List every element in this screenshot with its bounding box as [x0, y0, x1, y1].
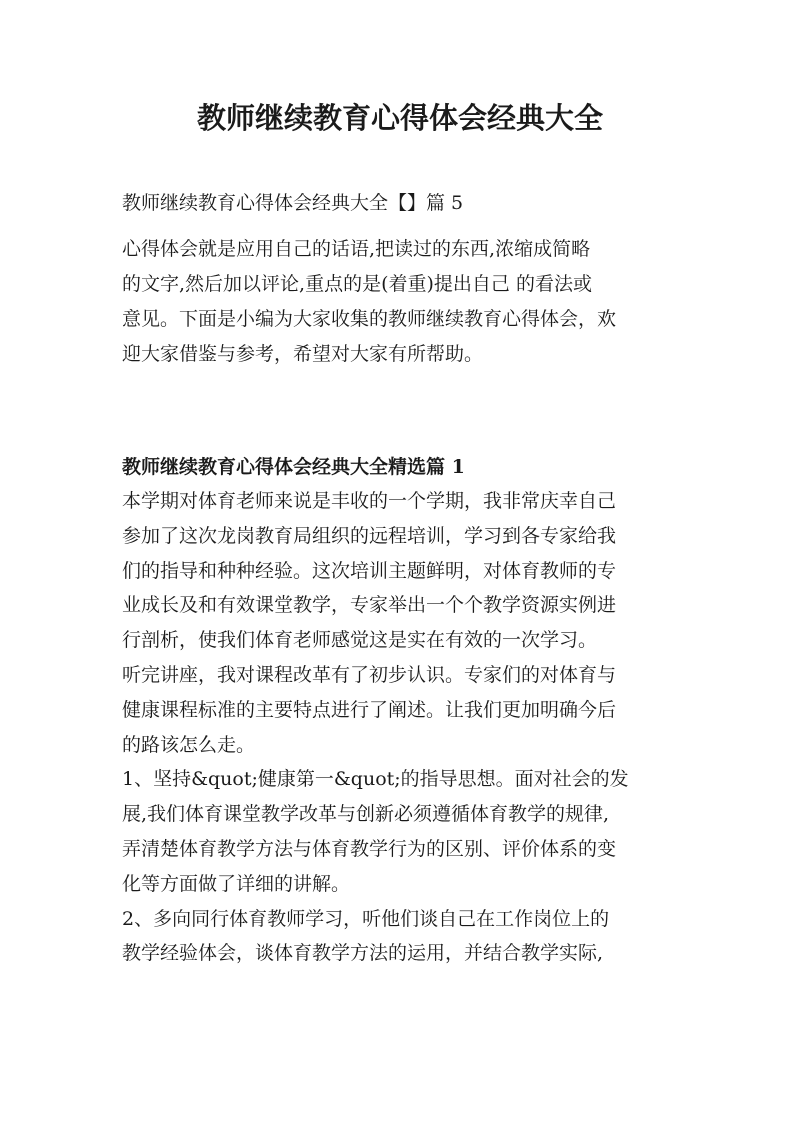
main-body [122, 484, 692, 971]
body-line: 展,我们体育课堂教学改革与创新必须遵循体育教学的规律, [122, 803, 610, 826]
document-title: 教师继续教育心得体会经典大全 [196, 101, 603, 135]
body-line: 健康课程标准的主要特点进行了阐述。让我们更加明确今后 [122, 698, 617, 721]
body-line: 教学经验体会，谈体育教学方法的运用，并结合教学实际, [122, 942, 604, 965]
intro-line: 意见。下面是小编为大家收集的教师继续教育心得体会，欢 [122, 308, 617, 330]
intro-line: 迎大家借鉴与参考，希望对大家有所帮助。 [122, 343, 484, 365]
body-line: 2、多向同行体育教师学习，听他们谈自己在工作岗位上的 [122, 907, 610, 930]
body-line: 参加了这次龙岗教育局组织的远程培训，学习到各专家给我 [122, 524, 617, 547]
body-line: 弄清楚体育教学方法与体育教学行为的区别、评价体系的变 [122, 837, 617, 860]
body-line: 业成长及和有效课堂教学，专家举出一个个教学资源实例进 [122, 594, 617, 617]
section-heading: 教师继续教育心得体会经典大全精选篇 1 [122, 456, 465, 478]
body-line: 1、坚持&quot;健康第一&quot;的指导思想。面对社会的发 [122, 768, 629, 791]
intro-paragraph [122, 232, 692, 372]
body-line: 化等方面做了详细的讲解。 [122, 872, 351, 895]
body-line: 的路该怎么走。 [122, 733, 256, 756]
body-line: 听完讲座，我对课程改革有了初步认识。专家们的对体育与 [122, 663, 617, 686]
document-subtitle: 教师继续教育心得体会经典大全【】篇 5 [122, 192, 464, 214]
intro-line: 的文字,然后加以评论,重点的是(着重)提出自己 的看法或 [122, 273, 592, 295]
body-line: 们的指导和种种经验。这次培训主题鲜明，对体育教师的专 [122, 559, 617, 582]
intro-line: 心得体会就是应用自己的话语,把读过的东西,浓缩成简略 [122, 238, 591, 260]
body-line: 本学期对体育老师来说是丰收的一个学期，我非常庆幸自己 [122, 490, 617, 512]
body-line: 行剖析，使我们体育老师感觉这是实在有效的一次学习。 [122, 629, 598, 652]
